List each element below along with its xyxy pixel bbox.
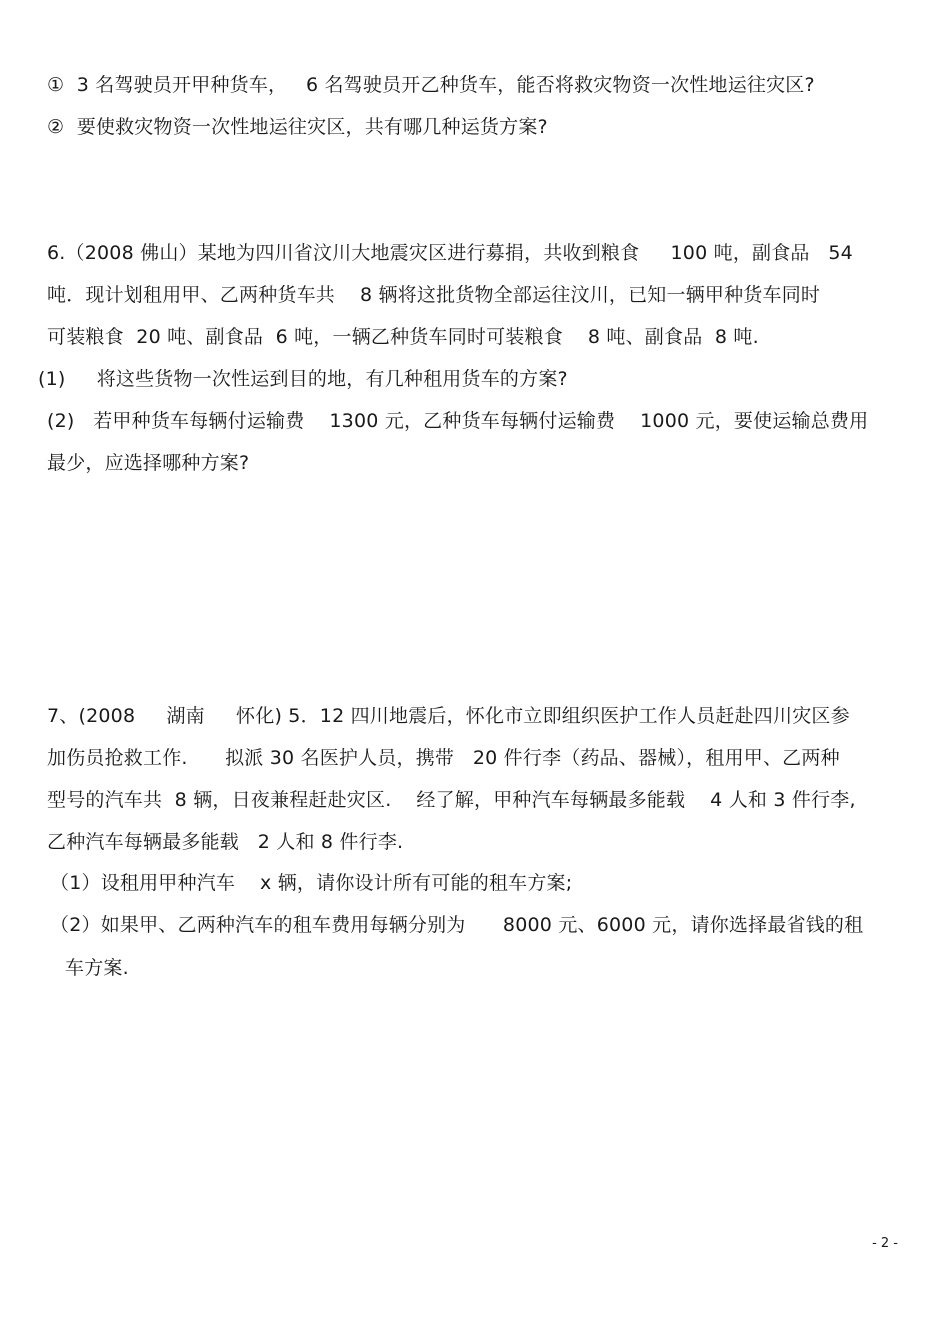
q7-text-line-2: 加伤员抢救工作. 拟派 30 名医护人员，携带 20 件行李（药品、器械），租用甲、乙两种 bbox=[47, 747, 840, 769]
q6-sub-question-2: (2) 若甲种货车每辆付运输费 1300 元，乙种货车每辆付运输费 1000 元，要使运输总费用 bbox=[47, 410, 869, 432]
q7-sub-question-2: （2）如果甲、乙两种汽车的租车费用每辆分别为 8000 元、6000 元，请你选择最省钱的租 bbox=[50, 914, 864, 936]
q7-sub-question-1: （1）设租用甲种汽车 x 辆，请你设计所有可能的租车方案; bbox=[50, 872, 573, 894]
q5-sub-question-2: ② 要使救灾物资一次性地运往灾区，共有哪几种运货方案? bbox=[47, 116, 548, 138]
q6-text-line-3: 可装粮食 20 吨、副食品 6 吨，一辆乙种货车同时可装粮食 8 吨、副食品 8 吨. bbox=[47, 326, 759, 348]
q5-sub-question-1: ① 3 名驾驶员开甲种货车， 6 名驾驶员开乙种货车，能否将救灾物资一次性地运往灾区? bbox=[47, 74, 815, 96]
page-number: - 2 - bbox=[872, 1236, 898, 1251]
q6-text-line-2: 吨．现计划租用甲、乙两种货车共 8 辆将这批货物全部运往汶川，已知一辆甲种货车同时 bbox=[47, 284, 821, 306]
q7-text-line-3: 型号的汽车共 8 辆，日夜兼程赶赴灾区. 经了解，甲种汽车每辆最多能载 4 人和 3 件行李, bbox=[47, 789, 856, 811]
q7-sub-question-2-continued: 车方案. bbox=[65, 957, 129, 979]
q6-sub-question-2-continued: 最少，应选择哪种方案? bbox=[47, 452, 250, 474]
q6-sub-question-1: (1) 将这些货物一次性运到目的地，有几种租用货车的方案? bbox=[38, 368, 568, 390]
q7-text-line-4: 乙种汽车每辆最多能载 2 人和 8 件行李. bbox=[47, 831, 404, 853]
q7-text-line-1: 7、(2008 湖南 怀化) 5．12 四川地震后，怀化市立即组织医护工作人员赶赴四川灾区参 bbox=[47, 705, 850, 727]
q6-text-line-1: 6.（2008 佛山）某地为四川省汶川大地震灾区进行募捐，共收到粮食 100 吨，副食品 54 bbox=[47, 242, 853, 264]
